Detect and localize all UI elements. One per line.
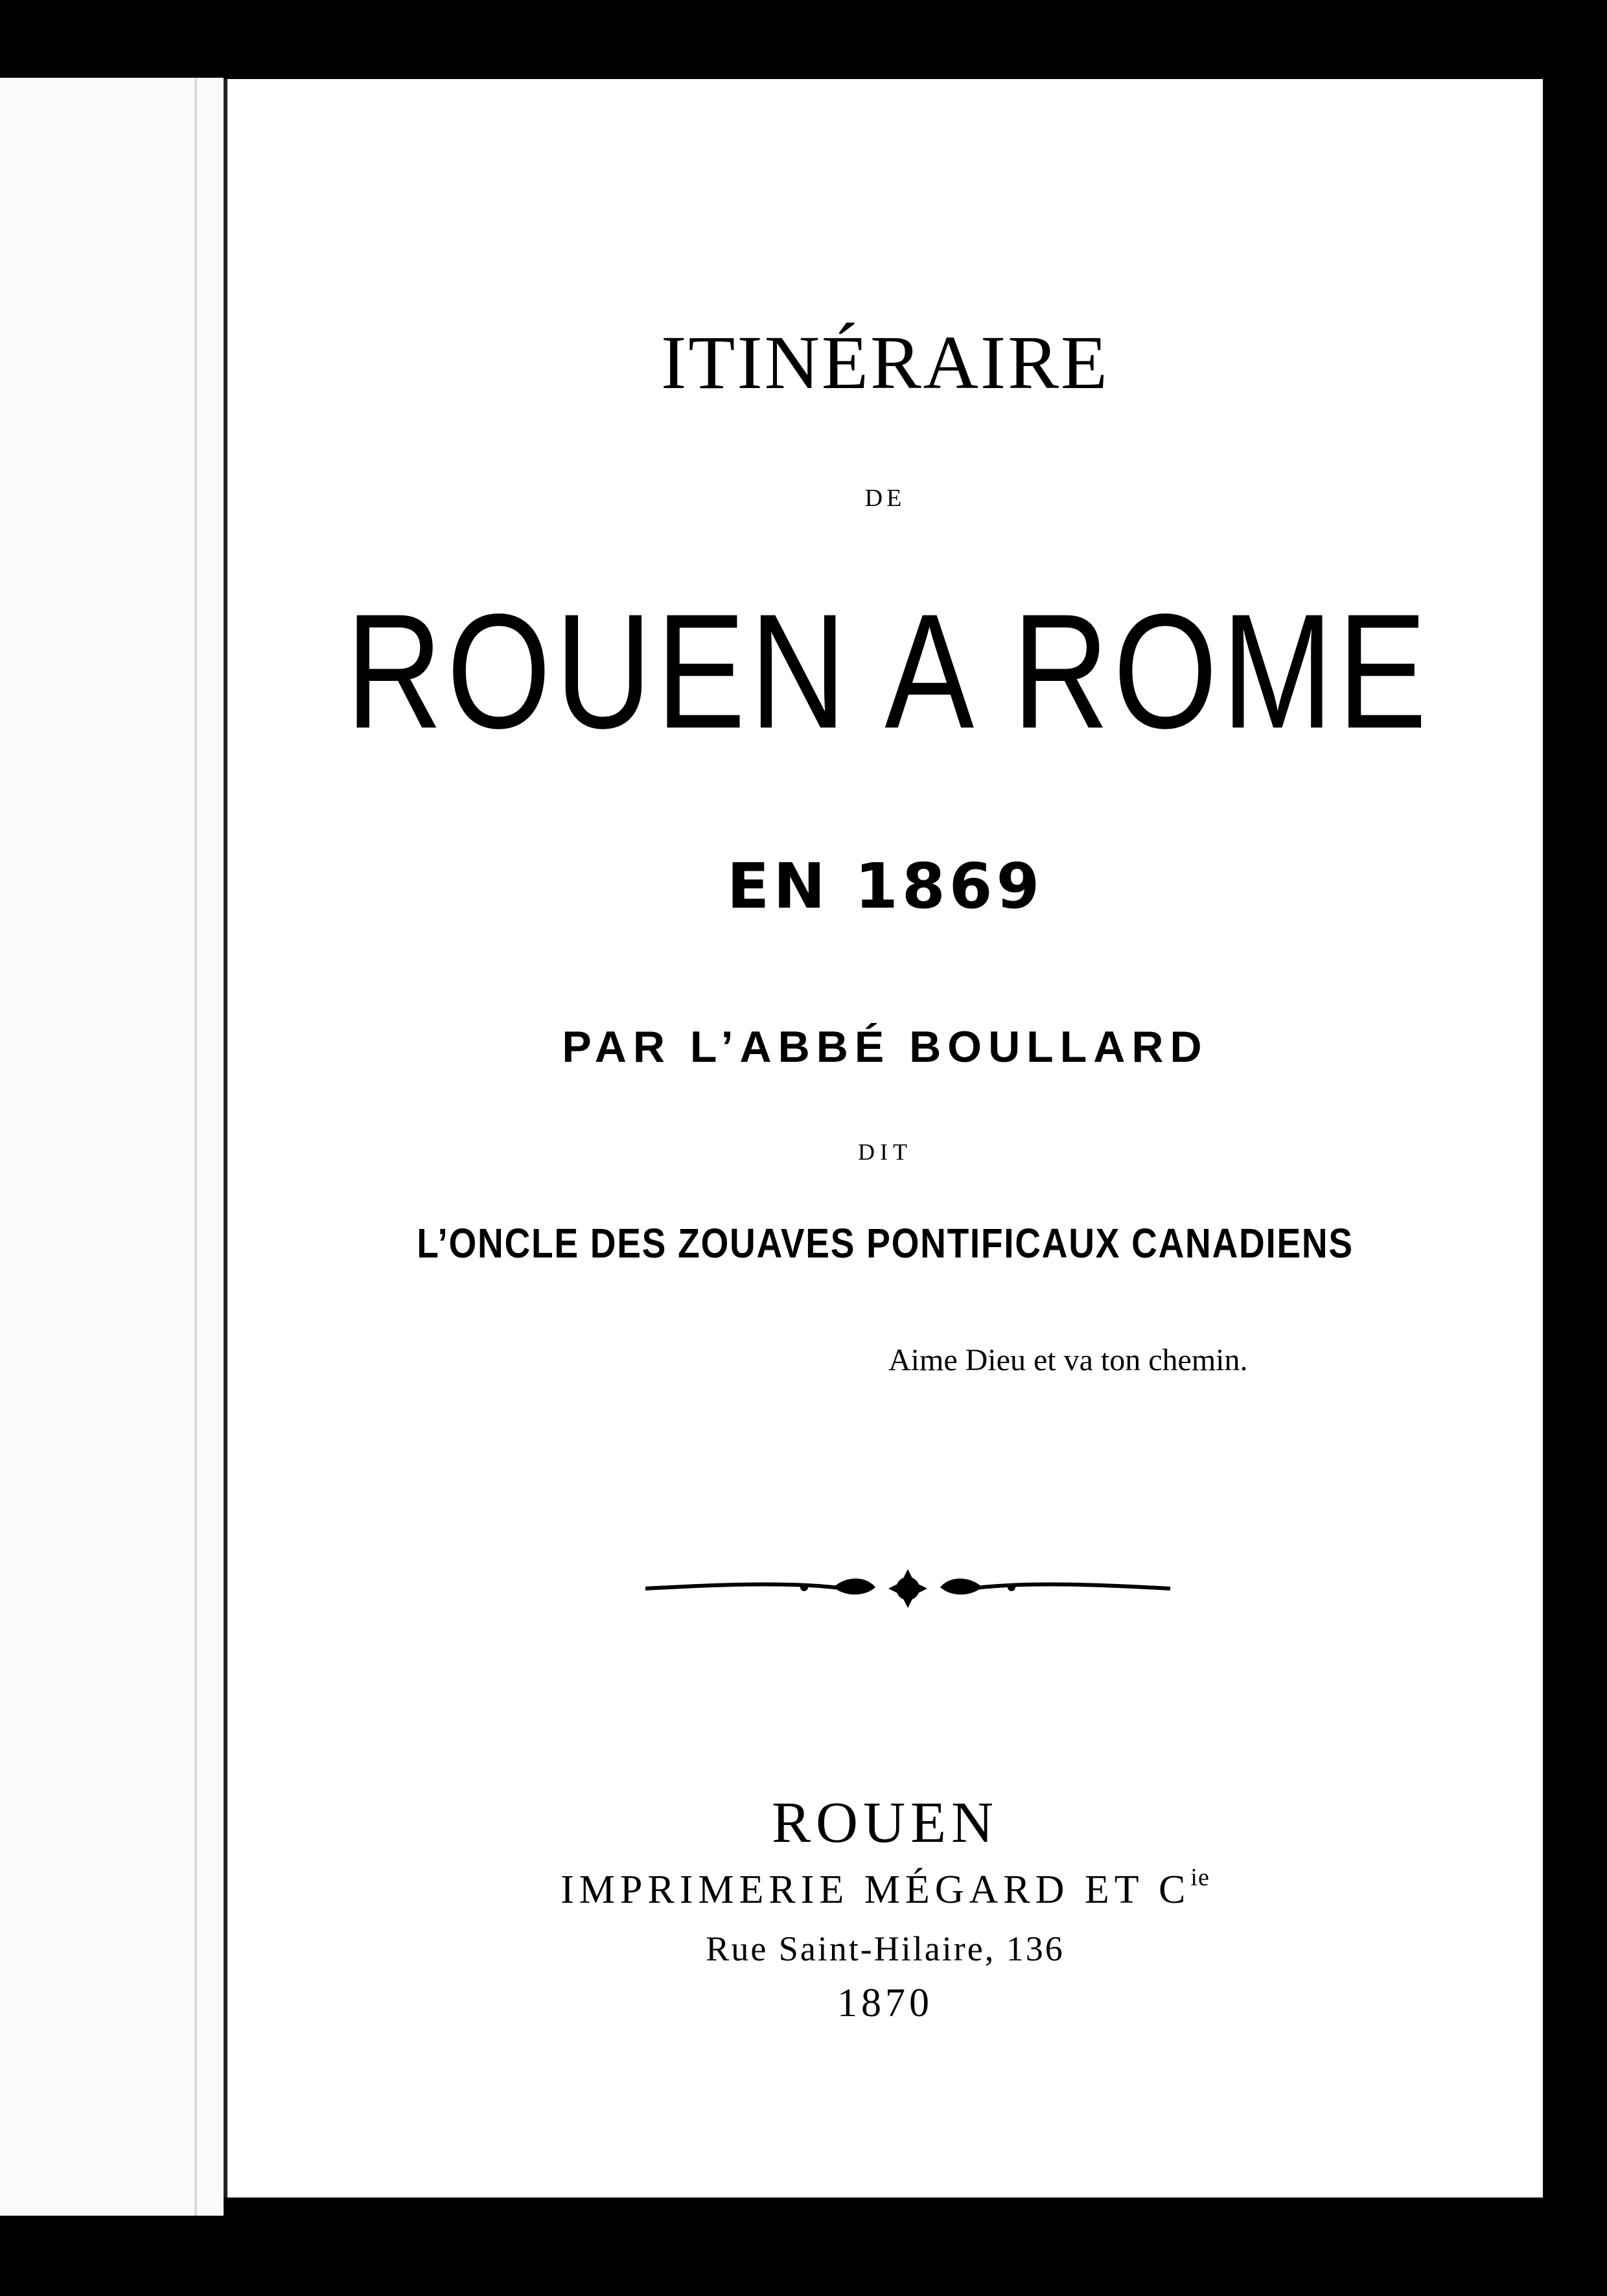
page-fold-line (194, 78, 197, 2216)
connector-dit: DIT (858, 1139, 912, 1165)
imprint-address: Rue Saint-Hilaire, 136 (706, 1929, 1065, 1968)
title-line-1: ITINÉRAIRE (661, 320, 1109, 405)
ornament-divider-icon (639, 1563, 1177, 1614)
connector-de: DE (864, 485, 906, 512)
imprint-year: 1870 (837, 1981, 933, 2025)
title-page (224, 79, 1543, 2198)
imprint-city: ROUEN (772, 1791, 999, 1855)
title-year: EN 1869 (726, 850, 1044, 923)
imprint-printer (227, 1864, 1543, 1913)
printer-suffix: ie (1190, 1864, 1210, 1891)
epigraph: Aime Dieu et va ton chemin. (888, 1343, 1248, 1377)
printer-name: IMPRIMERIE MÉGARD ET C (561, 1868, 1191, 1912)
author-epithet: L’ONCLE DES ZOUAVES PONTIFICAUX CANADIENS (417, 1220, 1354, 1267)
title-line-2: ROUEN A ROME (345, 580, 1431, 763)
author-line: PAR L’ABBÉ BOULLARD (562, 1022, 1208, 1072)
facing-page-edge (0, 78, 224, 2216)
